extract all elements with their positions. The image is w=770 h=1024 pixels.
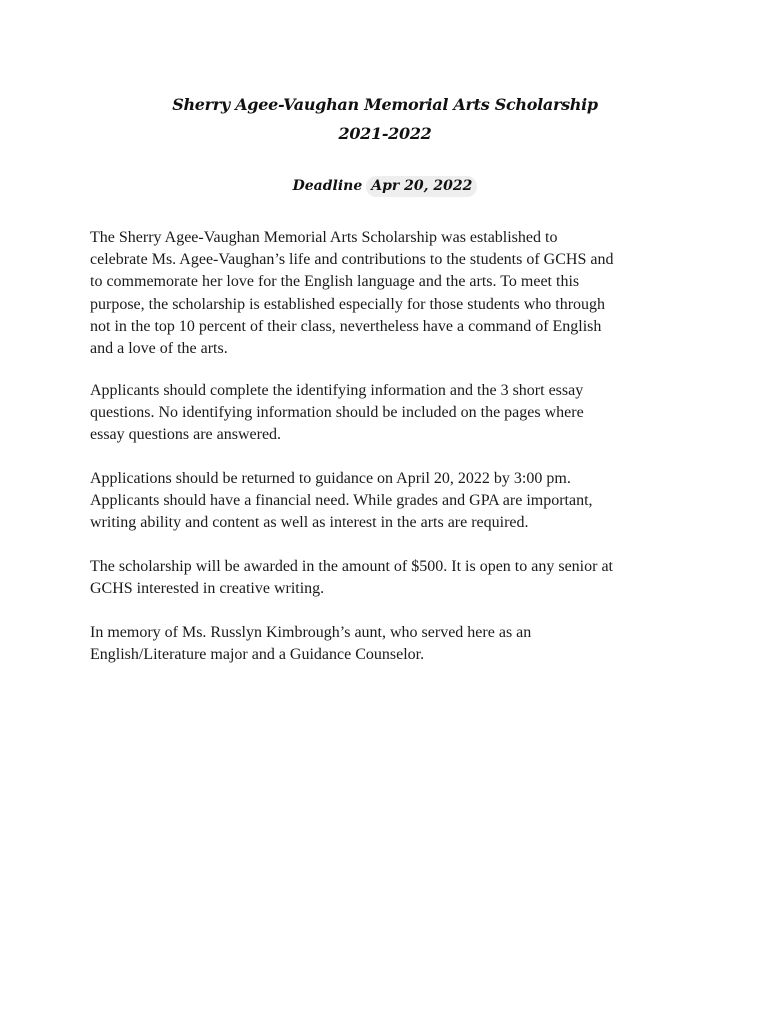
paragraph-line: to commemorate her love for the English language and the arts. To meet this (90, 273, 580, 291)
paragraph-line: English/Literature major and a Guidance Counselor. (90, 646, 425, 664)
paragraph-line: Applications should be returned to guidance on April 20, 2022 by 3:00 pm. (90, 470, 571, 487)
paragraph-line: Applicants should have a financial need. While grades and GPA are important, (90, 492, 593, 510)
paragraph-award (90, 556, 690, 600)
paragraph-line: The scholarship will be awarded in the amount of $500. It is open to any senior at (90, 558, 613, 575)
paragraph-line: celebrate Ms. Agee-Vaughan’s life and contributions to the students of GCHS and (90, 251, 614, 269)
paragraph-line: purpose, the scholarship is established especially for those students who through (90, 295, 606, 313)
paragraph-requirements (90, 468, 690, 535)
page-title: Sherry Agee-Vaughan Memorial Arts Scholarship (172, 95, 598, 114)
paragraph-line: The Sherry Agee-Vaughan Memorial Arts Scholarship was established to (90, 229, 558, 246)
deadline-label: Deadline (292, 178, 363, 194)
paragraph-line: GCHS interested in creative writing. (90, 580, 325, 598)
paragraph-line: Applicants should complete the identifying information and the 3 short essay (90, 382, 584, 399)
paragraph-line: In memory of Ms. Russlyn Kimbrough’s aunt, who served here as an (90, 624, 532, 641)
paragraph-purpose (90, 227, 690, 360)
page-subtitle-year: 2021-2022 (338, 124, 432, 143)
deadline-date-chip[interactable]: Apr 20, 2022 (366, 176, 477, 197)
paragraph-instructions (90, 380, 690, 447)
paragraph-line: essay questions are answered. (90, 426, 282, 444)
paragraph-line: writing ability and content as well as interest in the arts are required. (90, 514, 529, 532)
paragraph-line: and a love of the arts. (90, 340, 228, 358)
paragraph-line: not in the top 10 percent of their class, nevertheless have a command of English (90, 317, 602, 335)
deadline-row (0, 176, 770, 197)
paragraph-memorial (90, 622, 690, 666)
paragraph-line: questions. No identifying information should be included on the pages where (90, 404, 584, 422)
